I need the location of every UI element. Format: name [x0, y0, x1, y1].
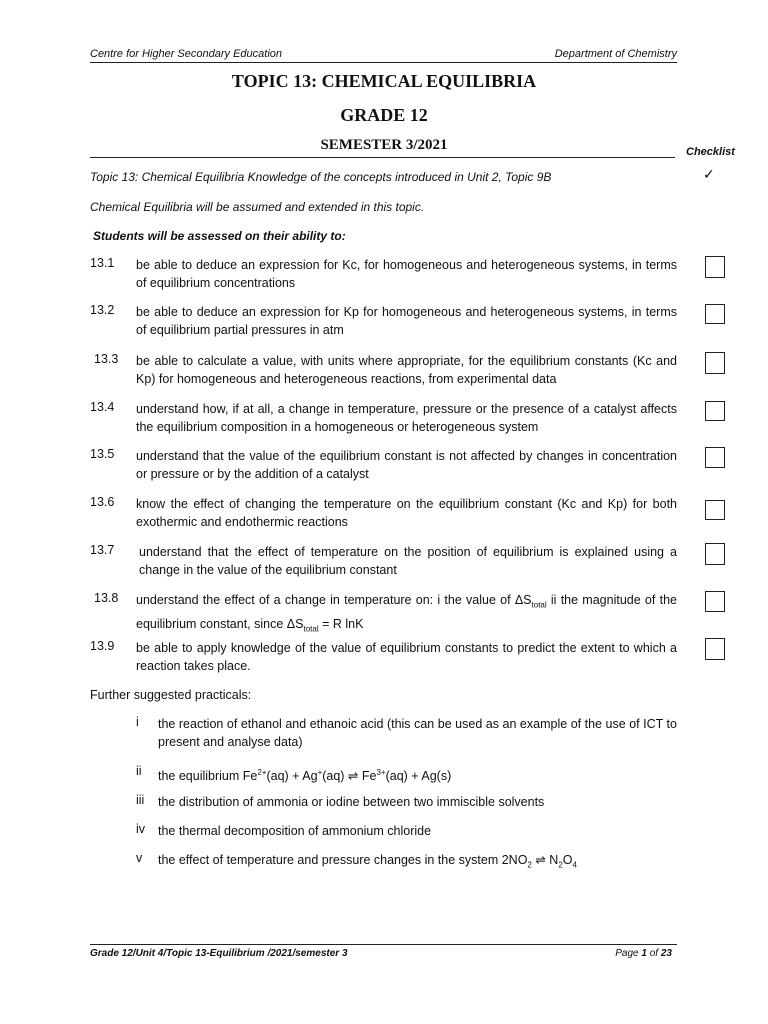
title-rule	[90, 157, 675, 158]
checklist-checkbox[interactable]	[705, 543, 725, 565]
header-right: Department of Chemistry	[554, 48, 677, 60]
superscript: 3+	[376, 768, 386, 777]
header-left: Centre for Higher Secondary Education	[90, 48, 282, 60]
assessed-heading: Students will be assessed on their ability to:	[93, 229, 346, 243]
item-text: be able to deduce an expression for Kp for homogeneous and heterogeneous systems, in terms of equilibrium partial pressures in atm	[136, 305, 677, 337]
item-text	[136, 591, 677, 638]
practical-numeral: iii	[136, 793, 145, 807]
page-number	[615, 948, 672, 959]
check-mark-icon: ✓	[703, 166, 715, 182]
semester-title: SEMESTER 3/2021	[320, 137, 448, 153]
checklist-checkbox[interactable]	[705, 638, 725, 660]
checklist-label: Checklist	[686, 146, 735, 158]
checklist-checkbox[interactable]	[705, 352, 725, 374]
page-of-label: of	[646, 948, 661, 959]
item-number: 13.9	[90, 639, 115, 653]
subscript: 2	[527, 860, 532, 870]
item-text-part: ii the magnitude of the equilibrium constant, since ΔS	[136, 593, 677, 631]
item-text: know the effect of changing the temperature on the equilibrium constant (Kc and Kp) for both exothermic and endothermic reactions	[136, 497, 677, 529]
superscript: +	[317, 768, 323, 777]
page-label: Page	[615, 948, 642, 959]
practical-text	[158, 851, 677, 875]
practical-numeral: i	[136, 715, 139, 729]
practical-text-part: O	[562, 853, 573, 867]
item-text-part: = R lnK	[318, 616, 364, 631]
item-text: understand that the value of the equilibrium constant is not affected by changes in concentration or pressure or by the addition of a catalyst	[136, 449, 677, 481]
page-total: 23	[660, 948, 672, 959]
practical-text-part: (aq) + Ag(s)	[385, 769, 452, 784]
practical-text-part: ⇌ N	[531, 853, 559, 867]
item-number: 13.2	[90, 303, 115, 317]
header-rule	[90, 62, 677, 63]
item-text: be able to deduce an expression for Kc, for homogeneous and heterogeneous systems, in terms of equilibrium concentrations	[136, 258, 677, 290]
item-number: 13.6	[90, 495, 115, 509]
practical-numeral: v	[136, 851, 143, 865]
intro-line1: Topic 13: Chemical Equilibria Knowledge of the concepts introduced in Unit 2, Topic 9B	[90, 170, 552, 184]
subscript: 4	[572, 860, 577, 870]
practical-text	[158, 764, 677, 785]
item-number: 13.8	[94, 591, 119, 605]
practical-text-part: the effect of temperature and pressure changes in the system 2NO	[158, 853, 528, 867]
item-number: 13.5	[90, 447, 115, 461]
practical-text: the distribution of ammonia or iodine between two immiscible solvents	[158, 795, 545, 809]
practical-text: the reaction of ethanol and ethanoic acid (this can be used as an example of the use of ICT to present and analyse data)	[158, 717, 677, 749]
superscript: 2+	[257, 768, 267, 777]
checklist-checkbox[interactable]	[705, 304, 725, 324]
checklist-checkbox[interactable]	[705, 500, 725, 520]
item-text: be able to apply knowledge of the value of equilibrium constants to predict the extent to which a reaction takes place.	[136, 641, 677, 673]
subscript: total	[303, 624, 319, 633]
checklist-checkbox[interactable]	[705, 401, 725, 421]
practical-text: the thermal decomposition of ammonium chloride	[158, 824, 432, 838]
practical-numeral: iv	[136, 822, 146, 836]
footer-left: Grade 12/Unit 4/Topic 13-Equilibrium /2021/semester 3	[90, 948, 348, 959]
item-text-part: understand the effect of a change in temperature on: i the value of ΔS	[136, 593, 532, 607]
checklist-checkbox[interactable]	[705, 447, 725, 468]
footer-rule	[90, 944, 677, 945]
checklist-checkbox[interactable]	[705, 591, 725, 612]
practical-numeral: ii	[136, 764, 142, 778]
subscript: total	[531, 600, 547, 610]
checklist-checkbox[interactable]	[705, 256, 725, 278]
practicals-heading: Further suggested practicals:	[90, 688, 252, 702]
topic-title: TOPIC 13: CHEMICAL EQUILIBRIA	[231, 71, 537, 91]
item-number: 13.7	[90, 543, 115, 557]
page-current: 1	[641, 948, 647, 959]
item-number: 13.1	[90, 256, 115, 270]
item-number: 13.4	[90, 400, 115, 414]
subscript: 2	[558, 860, 563, 870]
item-text: understand that the effect of temperature on the position of equilibrium is explained using a change in the value of the equilibrium constant	[139, 545, 677, 577]
intro-line2: Chemical Equilibria will be assumed and extended in this topic.	[90, 200, 425, 214]
practical-text-part: (aq) + Ag	[266, 769, 318, 784]
item-number: 13.3	[94, 352, 119, 366]
practical-text-part: (aq) ⇌ Fe	[322, 769, 377, 784]
item-text: understand how, if at all, a change in temperature, pressure or the presence of a catalyst affects the equilibrium composition in a homogeneous or heterogeneous system	[136, 402, 677, 434]
grade-title: GRADE 12	[340, 105, 428, 125]
practical-text-part: the equilibrium Fe	[158, 769, 258, 784]
item-text: be able to calculate a value, with units where appropriate, for the equilibrium constants (Kc and Kp) for homogeneous and heterogeneous reactions, from experimental data	[136, 354, 677, 386]
